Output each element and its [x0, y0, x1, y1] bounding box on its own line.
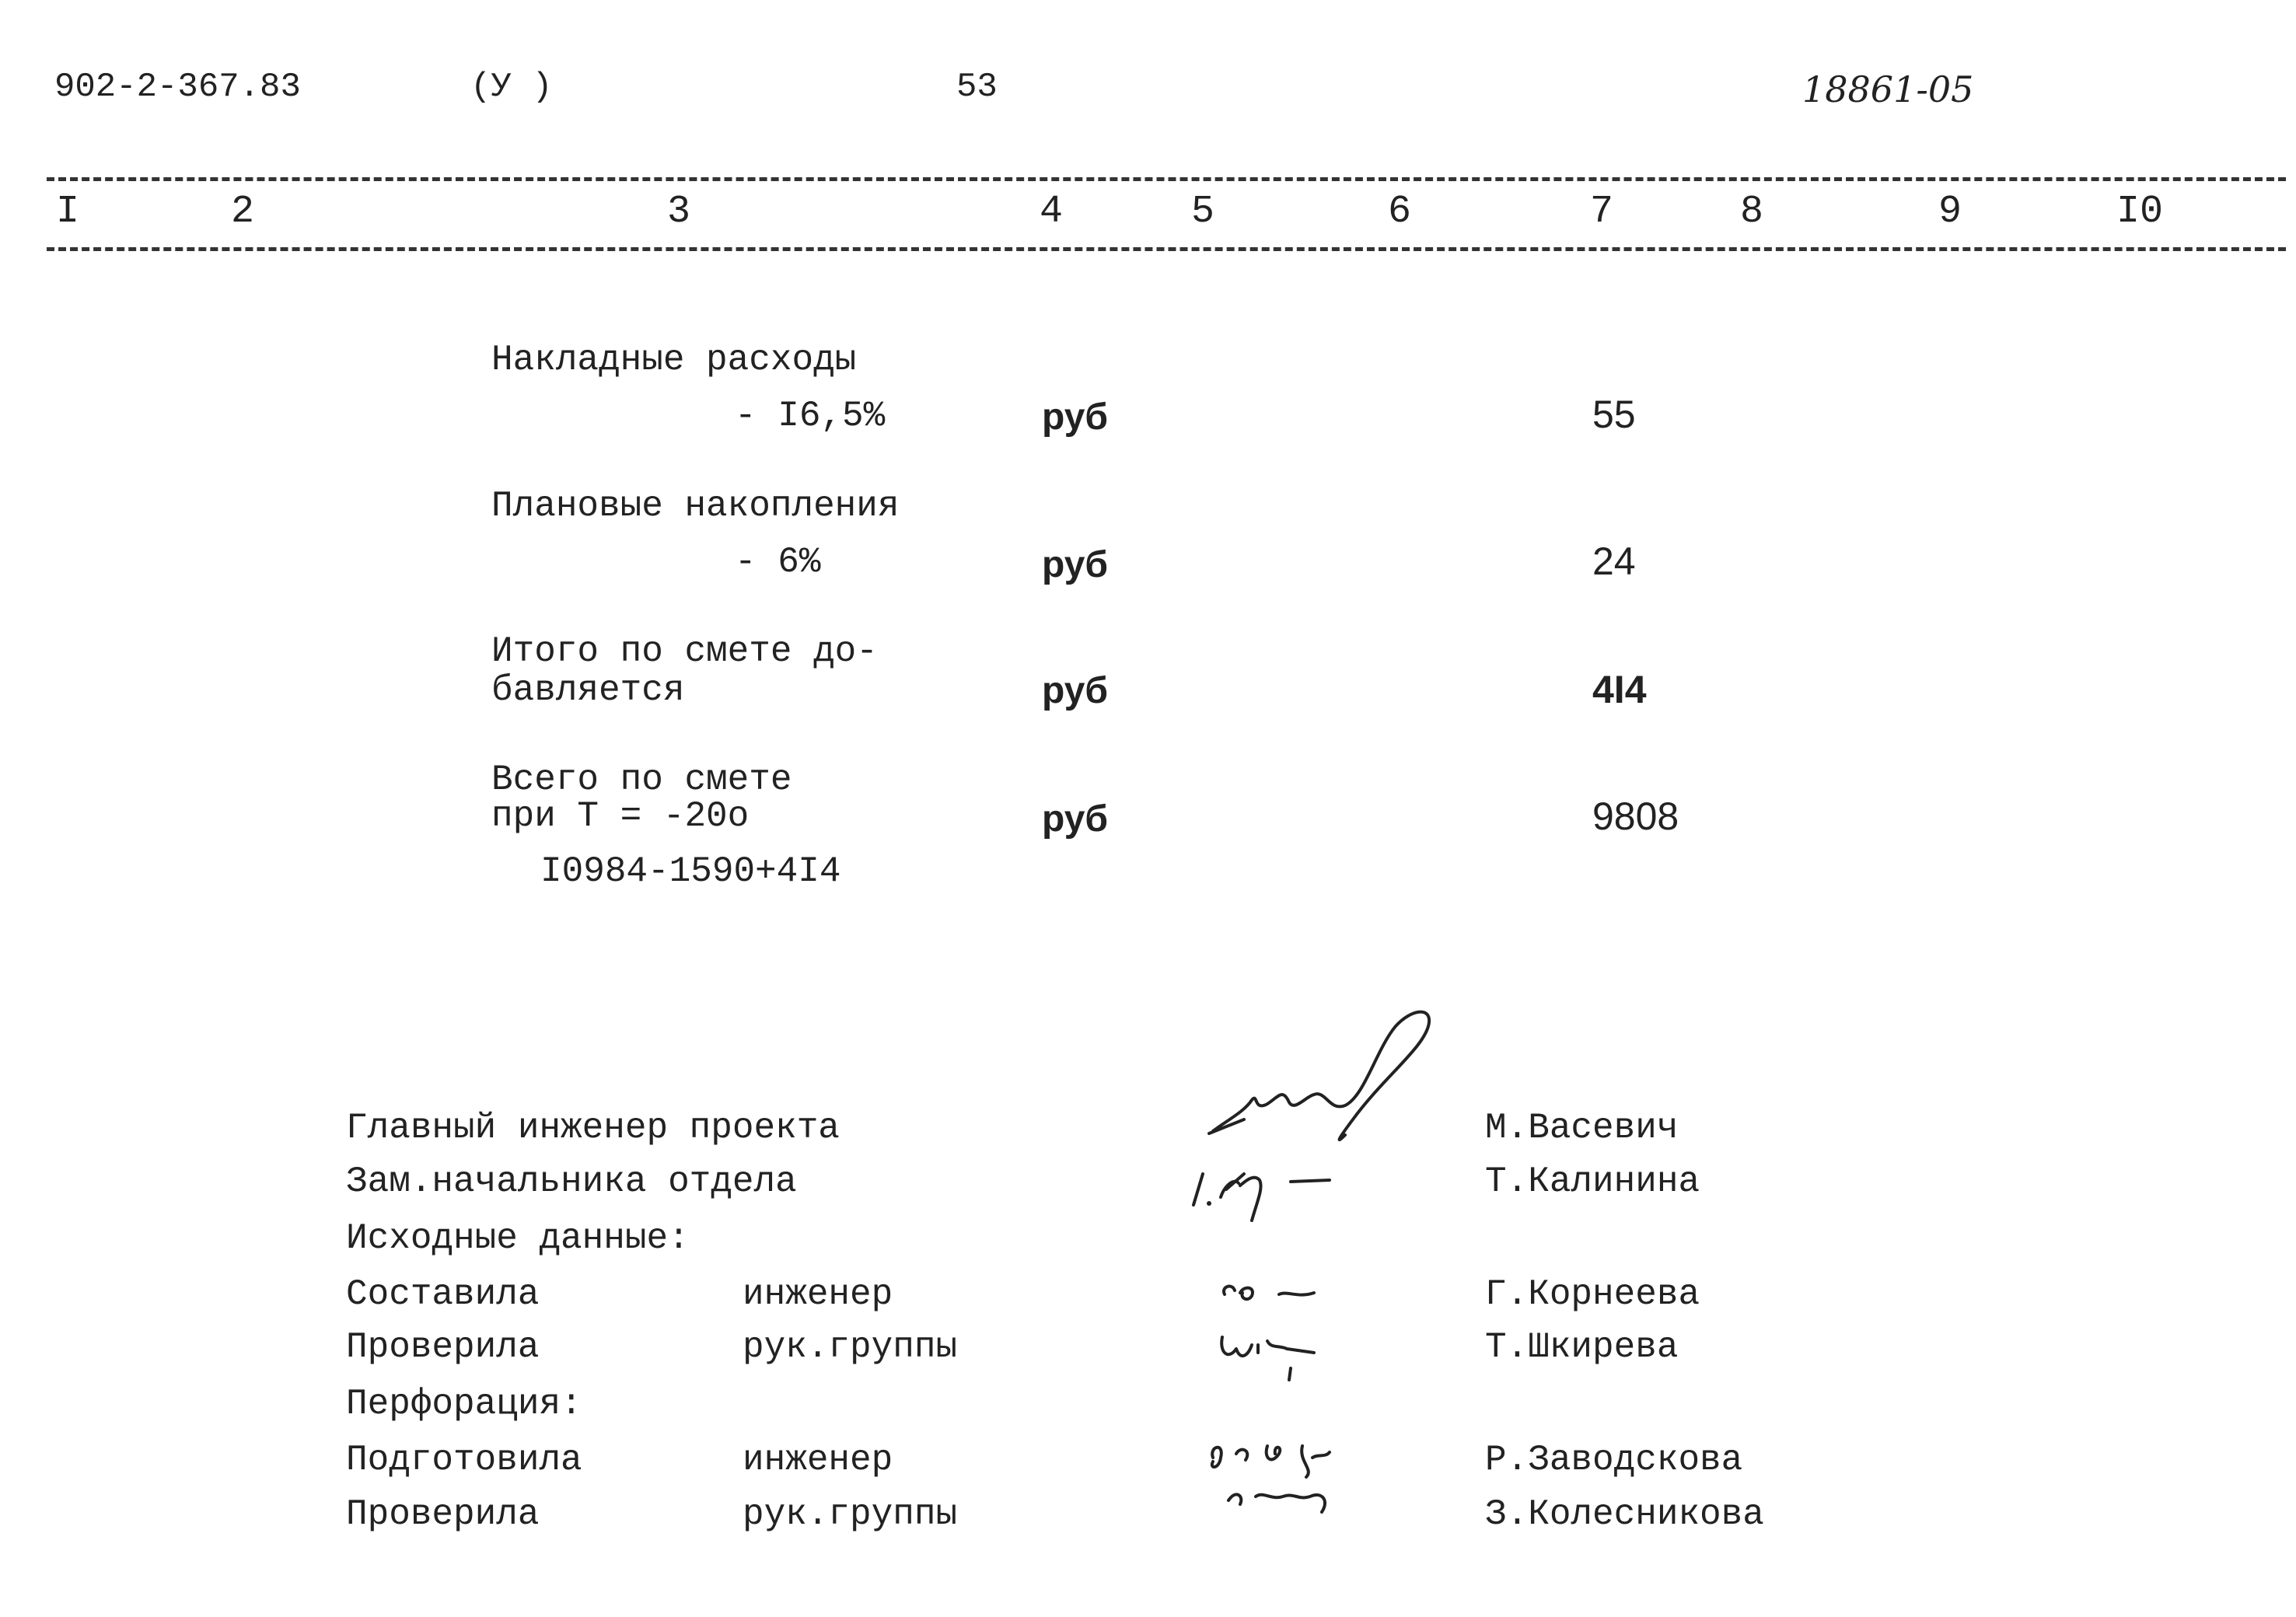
- row-value: 4I4: [1592, 668, 1647, 711]
- row-unit: руб: [1042, 544, 1109, 585]
- row-unit: руб: [1042, 396, 1109, 438]
- column-number: 8: [1740, 190, 1764, 234]
- row-value: 55: [1592, 393, 1636, 436]
- handwritten-signature: [1197, 1423, 1368, 1524]
- document-code: 902-2-367.83: [54, 68, 301, 107]
- row-label: Плановые накопления: [491, 486, 900, 526]
- row-label-rate: - I6,5%: [735, 396, 886, 436]
- signatory-name: З.Колесникова: [1485, 1494, 1764, 1535]
- signature-action: Составила: [346, 1274, 540, 1315]
- column-number: I: [56, 190, 80, 234]
- row-label: Всего по смете: [491, 760, 792, 800]
- archive-number: 18861-05: [1802, 68, 1974, 110]
- document-mark: (У ): [470, 68, 553, 107]
- column-number: 9: [1938, 190, 1962, 234]
- signature-action: Подготовила: [346, 1440, 582, 1480]
- row-formula: I0984-1590+4I4: [540, 851, 841, 892]
- handwritten-signature: [1213, 1314, 1368, 1399]
- column-number: I0: [2116, 190, 2164, 234]
- row-label-cont: бавляется: [491, 670, 685, 711]
- signature-title: Зам.начальника отдела: [346, 1161, 797, 1202]
- row-unit: руб: [1042, 798, 1109, 840]
- handwritten-signature: [1186, 1143, 1388, 1236]
- column-number: 2: [231, 190, 255, 234]
- row-value: 24: [1592, 540, 1636, 583]
- row-label-cont: при Т = -20о: [491, 796, 750, 836]
- signatory-name: Т.Шкирева: [1485, 1327, 1679, 1367]
- page-number: 53: [956, 68, 998, 107]
- handwritten-signature: [1197, 1003, 1462, 1158]
- row-value: 9808: [1592, 795, 1679, 838]
- signature-action: Проверила: [346, 1327, 540, 1367]
- row-unit: руб: [1042, 670, 1109, 711]
- signature-role: рук.группы: [743, 1327, 958, 1367]
- section-heading: Перфорация:: [346, 1384, 582, 1424]
- signatory-name: М.Васевич: [1485, 1108, 1679, 1148]
- column-number: 3: [667, 190, 691, 234]
- signature-role: инженер: [743, 1274, 893, 1315]
- header-rule-bottom: [47, 247, 2286, 251]
- signature-action: Проверила: [346, 1494, 540, 1535]
- header-rule-top: [47, 177, 2286, 181]
- signatory-name: Г.Корнеева: [1485, 1274, 1700, 1315]
- row-label: Итого по смете до-: [491, 631, 878, 672]
- column-number: 6: [1388, 190, 1412, 234]
- row-label: Накладные расходы: [491, 340, 857, 380]
- column-number: 4: [1040, 190, 1064, 234]
- column-number: 7: [1590, 190, 1614, 234]
- signature-role: рук.группы: [743, 1494, 958, 1535]
- section-heading: Исходные данные:: [346, 1218, 690, 1259]
- signature-role: инженер: [743, 1440, 893, 1480]
- signatory-name: Р.Заводскова: [1485, 1440, 1743, 1480]
- signature-title: Главный инженер проекта: [346, 1108, 840, 1148]
- signatory-name: Т.Калинина: [1485, 1161, 1700, 1202]
- row-label-rate: - 6%: [735, 542, 821, 582]
- column-number: 5: [1191, 190, 1215, 234]
